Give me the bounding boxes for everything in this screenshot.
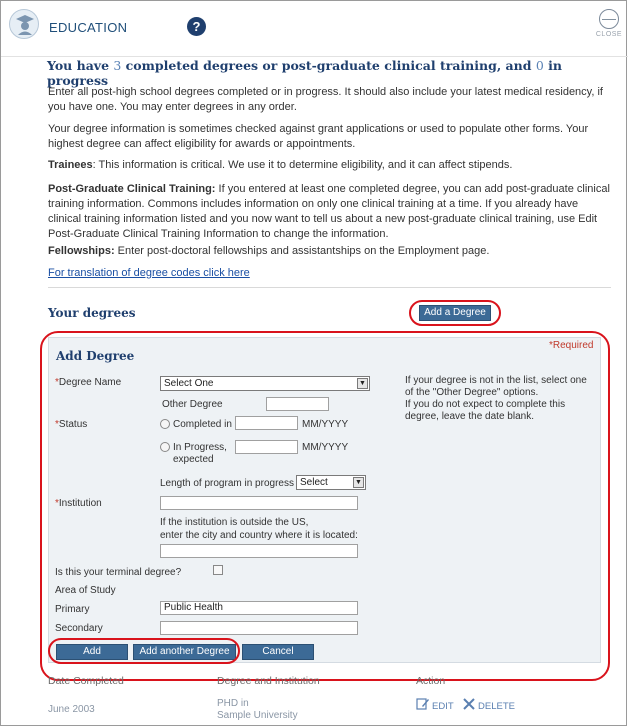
intro-paragraph-clinical: Post-Graduate Clinical Training: If you entered at least one completed degree, you can add post-graduate clinical training information. Commons includes information on only one clinical training at a time. If you already have clinical training information listed and you now want to tell us about a new post-graduate clinical training, use Edit Post-Graduate Clinical Training Information to change the information. — [48, 183, 610, 240]
primary-label: Primary — [55, 604, 90, 615]
outside-us-label-1: If the institution is outside the US, — [160, 517, 309, 528]
degree-hint: If your degree is not in the list, select one of the "Other Degree" options. If you do not expect to complete this degree, leave the date blank. — [405, 375, 587, 422]
add-another-degree-button[interactable]: Add another Degree — [133, 644, 236, 660]
degree-summary: You have 3 completed degrees or post-graduate clinical training, and 0 in progress — [47, 58, 562, 88]
delete-icon[interactable] — [462, 697, 476, 711]
area-of-study-label: Area of Study — [55, 585, 116, 596]
minus-icon: — — [599, 9, 619, 29]
row-date: June 2003 — [48, 704, 95, 715]
degree-name-label: *Degree Name — [55, 377, 122, 388]
expected-label: expected — [173, 454, 214, 465]
close-button[interactable] — [593, 9, 625, 38]
intro-paragraph-fellowships: Fellowships: Enter post-doctoral fellowships and assistantships on the Employment page. — [48, 245, 490, 257]
other-degree-label: Other Degree — [162, 399, 223, 410]
intro-paragraph-2: Your degree information is sometimes checked against grant applications or used to populate other forms. Your highest degree can affect eligibility for awards or appointments. — [48, 123, 589, 150]
close-label: CLOSE — [595, 31, 623, 38]
required-note: *Required — [549, 340, 594, 351]
edit-icon[interactable] — [416, 697, 430, 711]
add-a-degree-button[interactable]: Add a Degree — [419, 305, 491, 321]
translation-link[interactable]: For translation of degree codes click here — [48, 267, 250, 279]
add-button[interactable]: Add — [56, 644, 128, 660]
length-of-program-select[interactable]: Select ▼ — [296, 475, 366, 490]
in-progress-label: In Progress, — [173, 442, 227, 453]
primary-area-input[interactable]: Public Health — [160, 601, 358, 615]
section-title: EDUCATION — [49, 20, 128, 35]
outside-us-label-2: enter the city and country where it is located: — [160, 530, 358, 541]
delete-link[interactable]: DELETE — [478, 701, 515, 712]
column-action: Action — [416, 675, 446, 687]
cancel-button[interactable]: Cancel — [242, 644, 314, 660]
section-header — [1, 1, 628, 57]
expected-date-format: MM/YYYY — [302, 442, 349, 453]
completed-date-format: MM/YYYY — [302, 419, 349, 430]
row-institution: Sample University — [217, 710, 298, 721]
institution-label: *Institution — [55, 498, 102, 509]
row-degree: PHD in — [217, 698, 249, 709]
completed-in-label: Completed in — [173, 419, 232, 430]
intro-paragraph-trainees: Trainees: This information is critical. We use it to determine eligibility, and it can affect stipends. — [48, 159, 513, 171]
highlight-add-degree-form — [40, 331, 610, 681]
your-degrees-heading: Your degrees — [48, 306, 136, 320]
status-label: *Status — [55, 419, 88, 430]
column-degree-institution: Degree and Institution — [217, 675, 320, 687]
intro-paragraph-1: Enter all post-high school degrees completed or in progress. It should also include your latest medical residency, if you have one. You may enter degrees in any order. — [48, 86, 603, 113]
dropdown-arrow-icon: ▼ — [357, 378, 368, 389]
degree-name-select[interactable]: Select One ▼ — [160, 376, 370, 391]
add-degree-title: Add Degree — [56, 349, 135, 363]
edit-link[interactable]: EDIT — [432, 701, 454, 712]
column-date-completed: Date Completed — [48, 675, 124, 687]
secondary-label: Secondary — [55, 623, 103, 634]
length-of-program-label: Length of program in progress — [160, 478, 294, 489]
divider — [48, 287, 611, 288]
highlight-add-a-degree — [409, 300, 501, 326]
dropdown-arrow-icon: ▼ — [353, 477, 364, 488]
terminal-degree-label: Is this your terminal degree? — [55, 567, 182, 578]
help-icon[interactable]: ? — [187, 17, 206, 36]
graduate-icon — [9, 9, 39, 39]
